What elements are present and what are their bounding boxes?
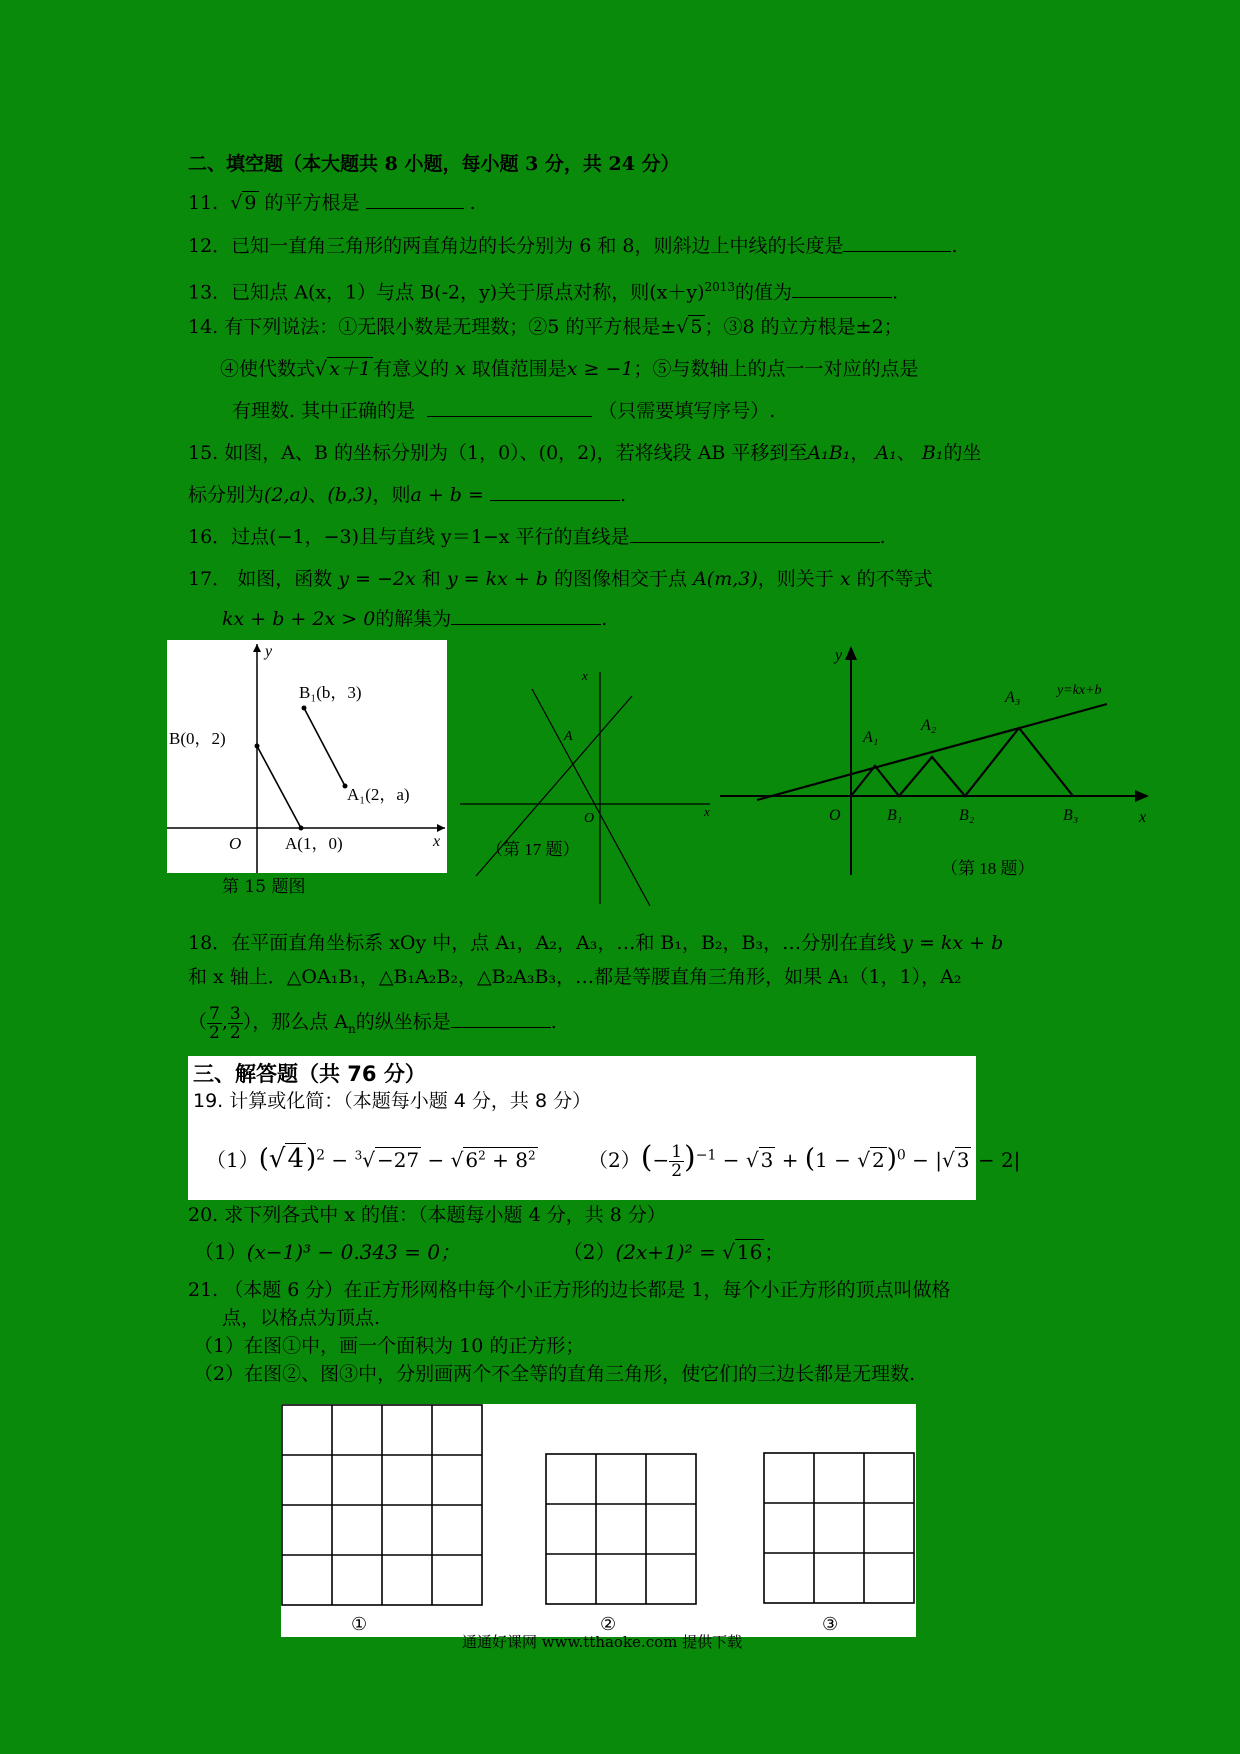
q21-line2: 点，以格点为顶点.	[222, 1307, 381, 1329]
label-B3: B₃	[1063, 807, 1079, 824]
q17-l1g: ，则关于	[757, 568, 834, 590]
label-B1: B₁	[887, 807, 903, 824]
q14-l2b: 有意义的	[372, 358, 449, 380]
q12-end: .	[951, 235, 958, 257]
figure-15-graph	[167, 640, 447, 873]
question-12	[188, 233, 958, 259]
q18-l3b: ），那么点 A	[242, 1011, 348, 1033]
label-A3: A₃	[1005, 689, 1021, 706]
point-B	[255, 744, 260, 749]
answer-blank[interactable]	[451, 1009, 551, 1028]
q18-l3a: （	[188, 1011, 208, 1033]
section-heading-solve: 三、解答题（共 76 分）	[193, 1062, 426, 1086]
q11-text: 的平方根是	[264, 192, 360, 214]
frac1-den: 2	[209, 1022, 220, 1043]
q17-l1e: 的图像相交于点	[554, 568, 688, 590]
answer-blank[interactable]	[490, 482, 620, 501]
grid-label-3: ③	[822, 1614, 839, 1635]
q19-part1: $(1)(√4)^2 - ^3√ -27$ − √ $6^2 + 8^2$	[206, 1144, 536, 1174]
answer-blank[interactable]	[451, 606, 601, 625]
q15-l2e: ，则	[372, 484, 411, 506]
label-B1: B₁(b，3)	[299, 683, 362, 702]
question-18-line3	[188, 1000, 557, 1051]
x-arrow-icon	[437, 824, 445, 832]
label-line: y=kx+b	[1057, 683, 1102, 698]
q14-l1a: 14. 有下列说法：①无限小数是无理数；②5 的平方根是±	[188, 316, 677, 338]
q20-p2-label: （2）	[562, 1240, 616, 1264]
q14-l3b: （只需要填写序号）.	[598, 400, 776, 422]
y-arrow-icon	[253, 644, 261, 652]
q17-l2a: kx + b + 2x > 0	[222, 608, 376, 630]
q18-l1a: 18．在平面直角坐标系 xOy 中，点 A₁，A₂，A₃，…和 B₁，B₂，B₃，…分别在直线	[188, 932, 897, 954]
point-B1	[302, 706, 307, 711]
q17-l2c: .	[601, 608, 608, 630]
figure-18-caption: （第 18 题）	[941, 859, 1035, 878]
label-y: y	[265, 643, 273, 660]
grids-box	[281, 1404, 916, 1637]
q16-end: .	[879, 526, 886, 548]
answer-blank[interactable]	[630, 524, 880, 543]
q15-l1e: 、	[896, 442, 916, 464]
label-A2: A₂	[921, 717, 937, 734]
frac1-num: 7	[209, 1003, 220, 1024]
label-origin: O	[829, 807, 841, 824]
q20-eq2b: ；	[764, 1240, 785, 1264]
label-x: x	[433, 833, 441, 850]
q18-l1b: y = kx + b	[902, 932, 1004, 954]
q21-line3: （1）在图①中，画一个面积为 10 的正方形；	[194, 1335, 585, 1357]
question-16	[188, 524, 886, 550]
figure-17-caption: （第 17 题）	[486, 840, 580, 859]
q16-text: 16．过点(−1，−3)且与直线 y＝1−x 平行的直线是	[188, 526, 630, 548]
q21-line1: 21. （本题 6 分）在正方形网格中每个小正方形的边长都是 1，每个小正方形的顶点叫做格	[188, 1279, 951, 1301]
y-arrow-icon	[845, 646, 857, 660]
label-x: x	[1139, 809, 1147, 826]
segment-AB	[257, 746, 301, 828]
q13-exponent: 2013	[704, 280, 736, 294]
question-15-line1	[188, 440, 981, 466]
q18-l3c: 的纵坐标是	[355, 1011, 451, 1033]
q18-l3d: .	[550, 1011, 557, 1033]
q15-l2d: (b,3)	[327, 484, 373, 506]
fraction-3-2	[228, 1005, 243, 1042]
segment-A1B1	[304, 708, 345, 786]
question-14-line3	[232, 398, 775, 424]
answer-blank[interactable]	[843, 233, 951, 252]
figure-17	[460, 664, 720, 909]
q14-l1b: ；③8 的立方根是±2；	[704, 316, 903, 338]
q15-l1c: ，	[850, 442, 870, 464]
frac2-den: 2	[229, 1022, 241, 1043]
grid-figures	[281, 1404, 916, 1637]
q14-l2x: x	[455, 358, 466, 380]
grid-2	[546, 1454, 696, 1604]
label-A1: A₁(2，a)	[347, 785, 410, 804]
answer-blank[interactable]	[366, 190, 464, 209]
question-15-line2	[188, 482, 626, 508]
q15-l1b: A₁B₁	[807, 442, 851, 464]
q20-equations: （1）(x−1)³ − 0.343 = 0； （2）(2x+1)² = √ 16 ；	[194, 1240, 785, 1264]
q11-radicand: 9	[244, 192, 257, 214]
q19-p1-label: （1）	[206, 1148, 259, 1172]
fraction-7-2	[207, 1005, 222, 1042]
question-13	[188, 274, 898, 305]
q15-l1f: B₁	[921, 442, 944, 464]
q18-sub-n: n	[347, 1021, 356, 1036]
label-origin: O	[584, 811, 595, 826]
q15-l2f: a + b =	[410, 484, 484, 506]
grid-1	[282, 1405, 482, 1605]
grid-label-2: ②	[600, 1614, 617, 1635]
label-B: B(0，2)	[169, 729, 226, 748]
figure-15-caption: 第 15 题图	[222, 877, 306, 897]
q15-l2g: .	[619, 484, 626, 506]
q20-title: 20. 求下列各式中 x 的值：（本题每小题 4 分，共 8 分）	[188, 1204, 666, 1226]
question-17-line1	[188, 566, 933, 592]
q15-l1g: 的坐	[943, 442, 982, 464]
q17-l1b: y = −2x	[338, 568, 416, 590]
q17-l1i: 的不等式	[856, 568, 933, 590]
q17-l1d: y = kx + b	[446, 568, 548, 590]
question-18-line1	[188, 930, 1003, 956]
q15-l2b: (2,a)	[264, 484, 309, 506]
label-B2: B₂	[959, 807, 975, 824]
q15-l2a: 标分别为	[188, 484, 265, 506]
figure-18	[715, 640, 1165, 880]
point-A	[299, 826, 304, 831]
q20-p1-label: （1）	[194, 1240, 247, 1264]
q17-l1a: 17． 如图，函数	[188, 568, 333, 590]
q13-text2: 的值为	[735, 281, 793, 304]
q13-text: 13．已知点 A(x，1）与点 B(-2，y)关于原点对称，则(x＋y)	[188, 281, 705, 304]
q19-part2: （2）(− $\frac{1}{2}$ )$^{-1}$ − √ 3 + (1 − √ 2)$^0$ − |√ 3 − 2|	[588, 1140, 1021, 1181]
q14-l2c: 取值范围是	[471, 358, 567, 380]
q14-l2r: x＋1	[329, 358, 371, 380]
q20-eq2a: (2x+1)² =	[615, 1240, 716, 1264]
label-A: A(1，0)	[285, 834, 343, 853]
q17-l2b: 的解集为	[375, 608, 452, 630]
question-18-line2: 和 x 轴上．△OA₁B₁，△B₁A₂B₂，△B₂A₃B₃，…都是等腰直角三角形，如果 A₁（1，1），A₂	[188, 966, 962, 988]
answer-blank[interactable]	[427, 398, 592, 417]
q14-l1r: 5	[690, 316, 703, 338]
answer-blank[interactable]	[792, 279, 892, 298]
q15-l1d: A₁	[875, 442, 897, 464]
line-y-neg2x	[532, 689, 650, 906]
q12-text: 12．已知一直角三角形的两直角边的长分别为 6 和 8，则斜边上中线的长度是	[188, 235, 844, 257]
q15-l2c: 、	[308, 484, 328, 506]
footer-watermark: 通通好课网 www.tthaoke.com 提供下载	[462, 1633, 743, 1651]
x-arrow-icon	[1135, 790, 1149, 802]
q11-end: .	[469, 192, 476, 214]
q11-number: 11.	[188, 192, 219, 214]
q19-title: 19. 计算或化简：（本题每小题 4 分，共 8 分）	[193, 1090, 592, 1112]
q14-l3a: 有理数. 其中正确的是	[232, 400, 416, 422]
label-origin: O	[229, 834, 242, 853]
label-x: x	[704, 804, 710, 819]
section-heading-fill-blank: 二、填空题（本大题共 8 小题，每小题 3 分，共 24 分）	[188, 153, 680, 175]
q17-l1f: A(m,3)	[693, 568, 758, 590]
label-y: x	[582, 668, 588, 683]
figure-15	[167, 640, 447, 873]
question-17-line2	[222, 606, 607, 632]
grid-label-1: ①	[351, 1614, 368, 1635]
q20-eq1: (x−1)³ − 0.343 = 0；	[246, 1240, 461, 1264]
label-y: y	[835, 647, 843, 664]
section3-box	[188, 1056, 1021, 1200]
question-14-line1: 14. 有下列说法：①无限小数是无理数；②5 的平方根是±√ 5 ；③8 的立方根是±2；	[188, 316, 903, 338]
grid-3	[764, 1453, 914, 1603]
q13-end: .	[892, 281, 899, 304]
question-11: 11. √ 9 的平方根是 .	[188, 192, 476, 214]
q17-l1c: 和	[421, 568, 441, 590]
q21-line4: （2）在图②、图③中，分别画两个不全等的直角三角形，使它们的三边长都是无理数.	[194, 1363, 916, 1385]
q17-l1h: x	[839, 568, 851, 590]
q14-l2d: x ≥ −1	[566, 358, 634, 380]
q20-eq2-radicand: 16	[736, 1240, 763, 1264]
q14-l2e: ；⑤与数轴上的点一一对应的点是	[633, 358, 919, 380]
q14-l2a: ④使代数式	[220, 358, 316, 380]
question-14-line2: ④使代数式√ x＋1 有意义的 x 取值范围是x ≥ −1；⑤与数轴上的点一一对应的点是	[220, 358, 919, 380]
frac2-num: 3	[229, 1003, 241, 1024]
q19-p2-label: （2）	[588, 1148, 641, 1172]
label-A1: A₁	[863, 729, 879, 746]
isosceles-triangles	[851, 728, 1073, 796]
q15-l1a: 15. 如图，A、B 的坐标分别为（1，0）、(0，2)，若将线段 AB 平移到至	[188, 442, 808, 464]
label-A: A	[564, 729, 573, 744]
q18-comma: ,	[221, 1011, 228, 1033]
